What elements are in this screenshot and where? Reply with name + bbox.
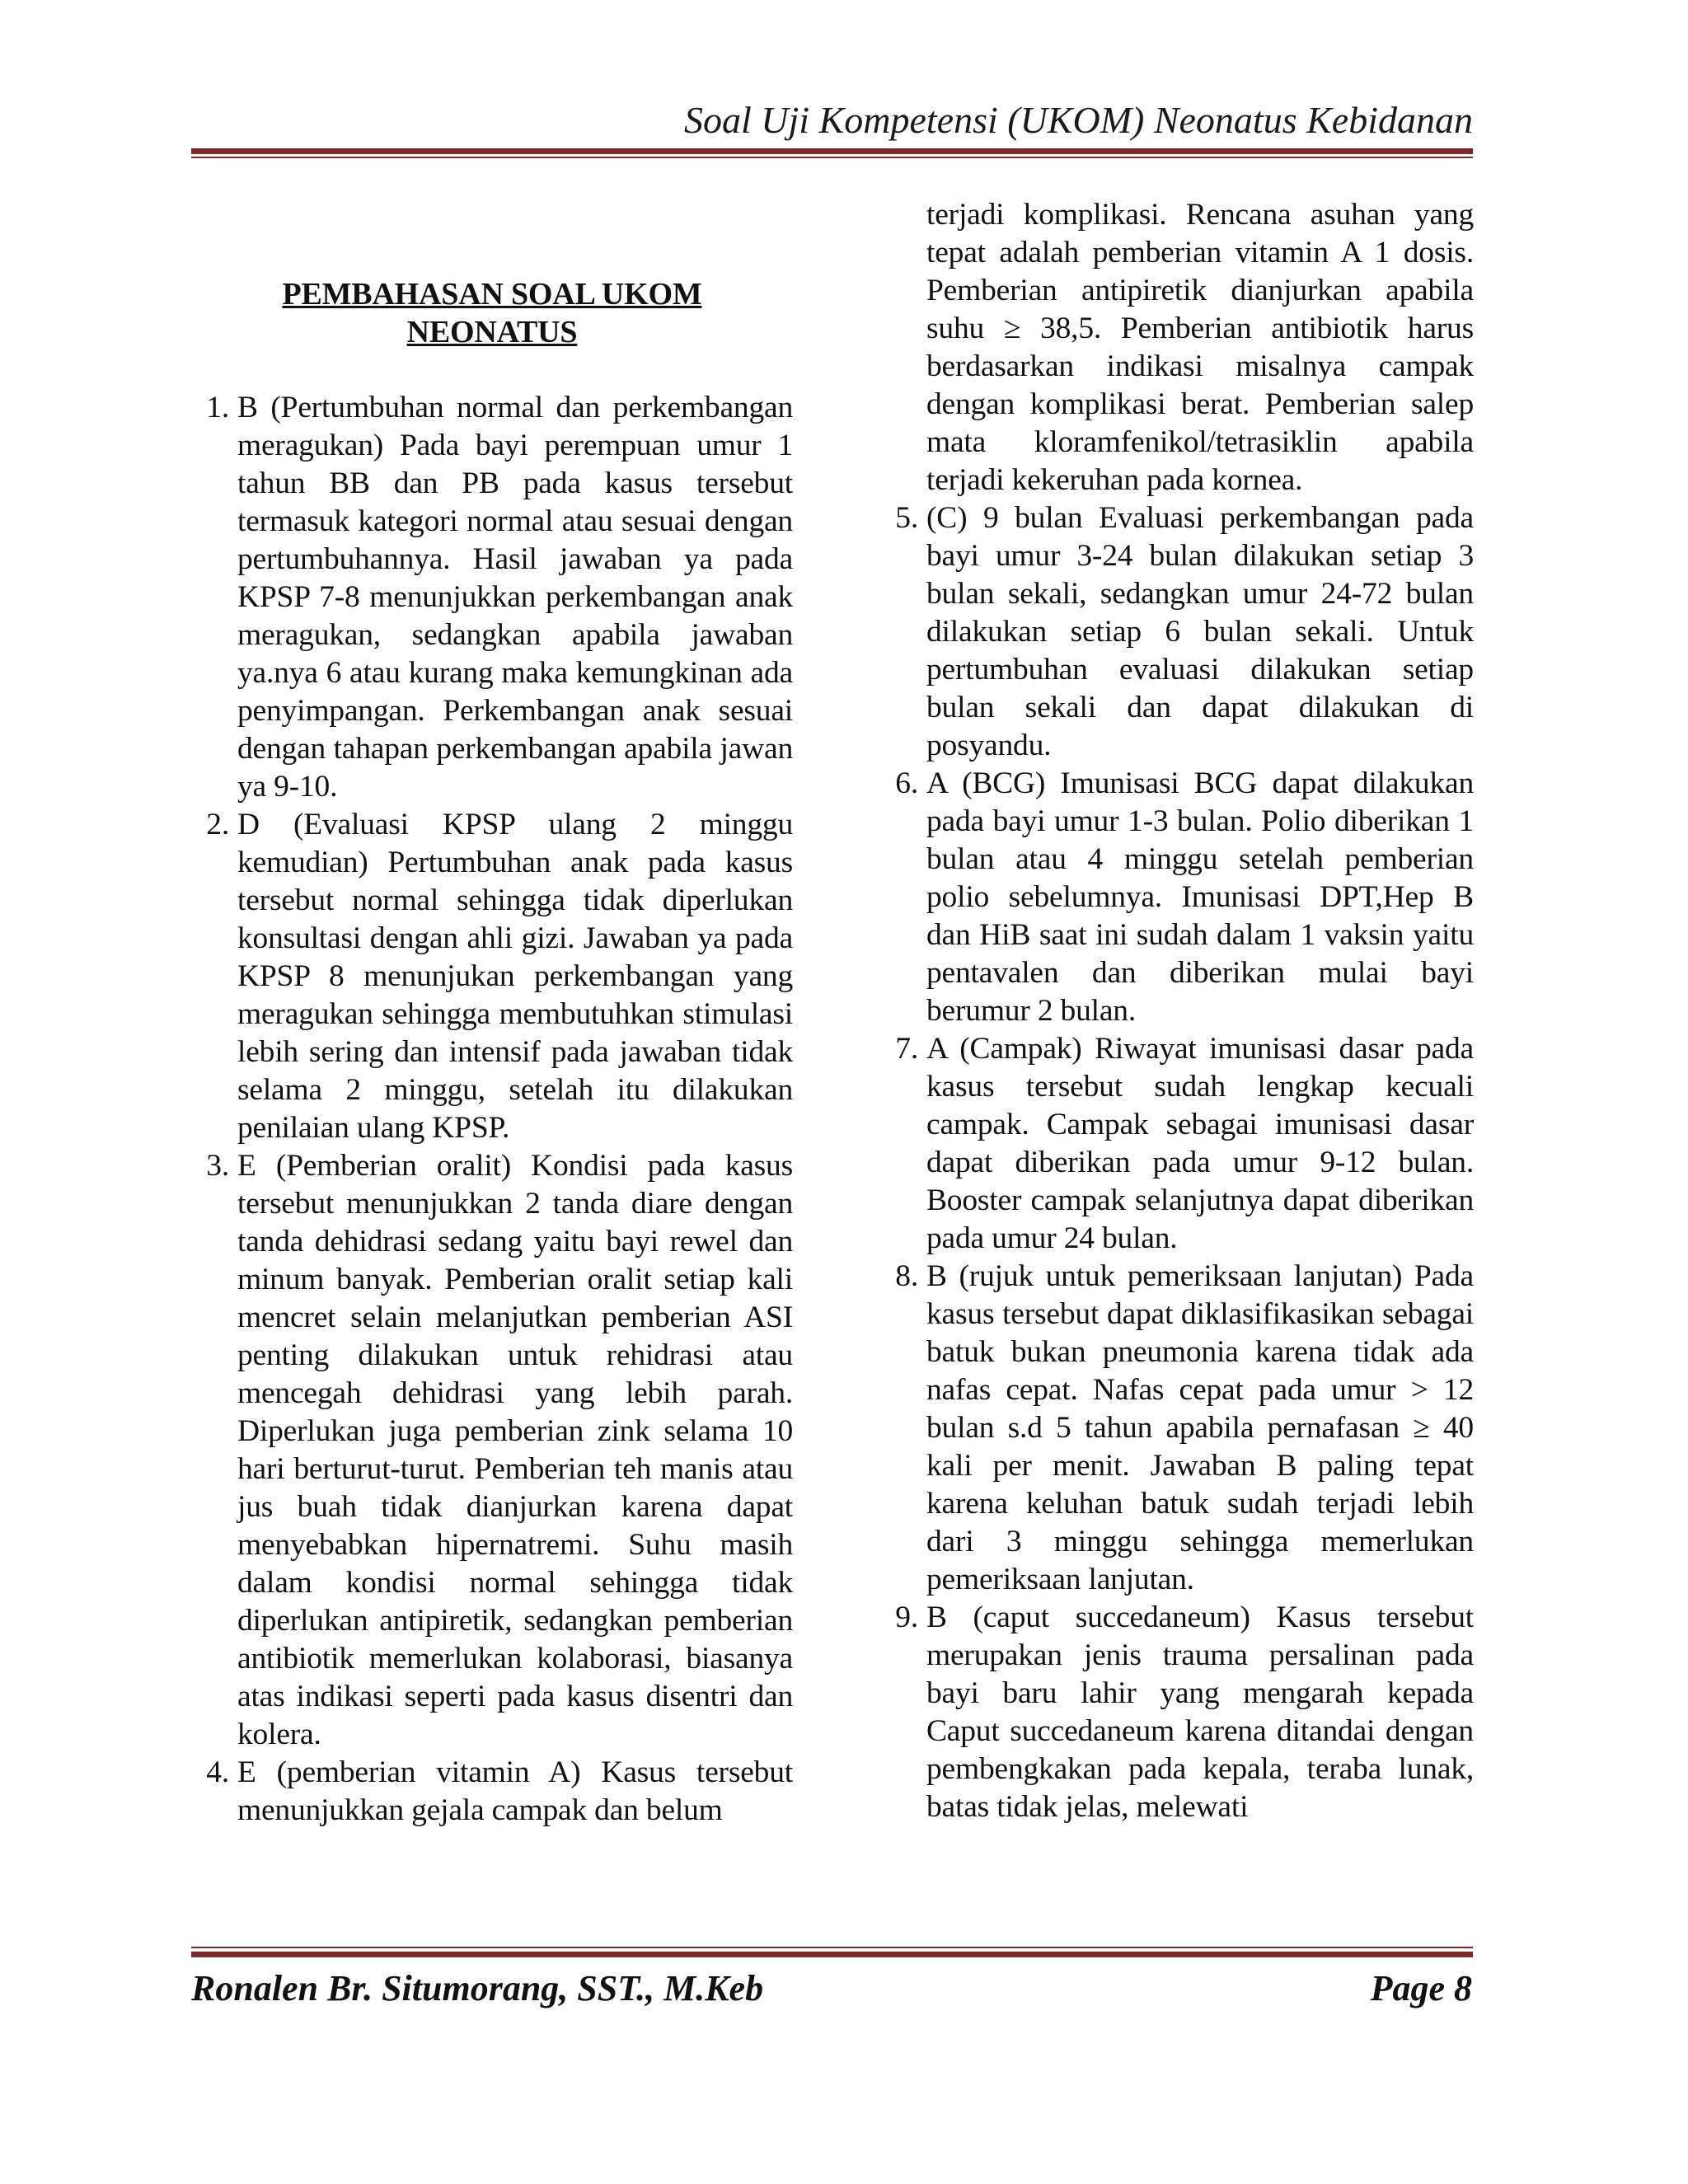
answer-text: (C) 9 bulan Evaluasi perkembangan pada bayi umur 3-24 bulan dilakukan setiap 3 bulan sekali, sedangkan umur 24-72 bulan dilakukan setiap 6 bulan sekali. Untuk pertumbuhan evaluasi dilakukan setiap bulan sekali dan dapat dilakukan di posyandu.	[926, 501, 1474, 762]
answer-number: 5.	[895, 501, 918, 535]
answer-text: D (Evaluasi KPSP ulang 2 minggu kemudian) Pertumbuhan anak pada kasus tersebut normal sehingga tidak diperlukan konsultasi dengan ahli gizi. Jawaban ya pada KPSP 8 menunjukan perkembangan yang meragukan sehingga membutuhkan stimulasi lebih sering dan intensif pada jawaban tidak selama 2 minggu, setelah itu dilakukan penilaian ulang KPSP.	[237, 808, 793, 1145]
section-title-line1: PEMBAHASAN SOAL UKOM	[282, 277, 702, 312]
answer-item-9	[880, 1599, 1474, 1826]
footer-rule-thin	[191, 1947, 1473, 1948]
answer-number: 6.	[895, 766, 918, 800]
answer-number: 2.	[206, 808, 229, 841]
answer-item-4	[191, 1754, 793, 1830]
answer-text: A (BCG) Imunisasi BCG dapat dilakukan pada bayi umur 1-3 bulan. Polio diberikan 1 bulan atau 4 minggu setelah pemberian polio sebelumnya. Imunisasi DPT,Hep B dan HiB saat ini sudah dalam 1 vaksin yaitu pentavalen dan diberikan mulai bayi berumur 2 bulan.	[926, 766, 1474, 1028]
section-title	[191, 275, 793, 351]
answer-text: B (caput succedaneum) Kasus tersebut merupakan jenis trauma persalinan pada bayi baru lahir yang mengarah kepada Caput succedaneum karena ditandai dengan pembengkakan pada kepala, teraba lunak, batas tidak jelas, melewati	[926, 1601, 1474, 1824]
answer-number: 4.	[206, 1755, 229, 1789]
answer-number: 7.	[895, 1032, 918, 1066]
answer-list-right	[880, 499, 1474, 1826]
answer-list-left	[191, 389, 793, 1830]
answer-4-continued: terjadi komplikasi. Rencana asuhan yang tepat adalah pemberian vitamin A 1 dosis. Pemberian antipiretik dianjurkan apabila suhu ≥ 38,5. Pemberian antibiotik harus berdasarkan indikasi misalnya campak dengan komplikasi berat. Pemberian salep mata kloramfenikol/tetrasiklin apabila terjadi kekeruhan pada kornea.	[926, 198, 1474, 497]
section-title-line2: NEONATUS	[406, 315, 578, 349]
answer-number: 8.	[895, 1259, 918, 1293]
answer-number: 3.	[206, 1149, 229, 1183]
answer-item-3	[191, 1147, 793, 1754]
answer-text: E (pemberian vitamin A) Kasus tersebut menunjukkan gejala campak dan belum	[237, 1755, 793, 1827]
answer-item-8	[880, 1258, 1474, 1599]
header-rule-thin	[191, 157, 1473, 158]
right-column	[880, 196, 1474, 1826]
answer-number: 1.	[206, 391, 229, 424]
answer-item-7	[880, 1030, 1474, 1258]
answer-item-5	[880, 499, 1474, 765]
answer-item-1	[191, 389, 793, 806]
answer-number: 9.	[895, 1601, 918, 1634]
answer-text: B (rujuk untuk pemeriksaan lanjutan) Pada kasus tersebut dapat diklasifikasikan sebagai batuk bukan pneumonia karena tidak ada nafas cepat. Nafas cepat pada umur > 12 bulan s.d 5 tahun apabila pernafasan ≥ 40 kali per menit. Jawaban B paling tepat karena keluhan batuk sudah terjadi lebih dari 3 minggu sehingga memerlukan pemeriksaan lanjutan.	[926, 1259, 1474, 1596]
answer-item-2	[191, 806, 793, 1147]
footer-author: Ronalen Br. Situmorang, SST., M.Keb	[191, 1968, 764, 2008]
footer-rule-thick	[191, 1952, 1473, 1957]
header-rule-thick	[191, 148, 1473, 154]
answer-text: A (Campak) Riwayat imunisasi dasar pada kasus tersebut sudah lengkap kecuali campak. Campak sebagai imunisasi dasar dapat diberikan pada umur 9-12 bulan. Booster campak selanjutnya dapat diberikan pada umur 24 bulan.	[926, 1032, 1474, 1255]
footer-page-number: Page 8	[1370, 1968, 1472, 2008]
answer-item-6	[880, 765, 1474, 1030]
answer-text: E (Pemberian oralit) Kondisi pada kasus tersebut menunjukkan 2 tanda diare dengan tanda dehidrasi sedang yaitu bayi rewel dan minum banyak. Pemberian oralit setiap kali mencret selain melanjutkan pemberian ASI penting dilakukan untuk rehidrasi atau mencegah dehidrasi yang lebih parah. Diperlukan juga pemberian zink selama 10 hari berturut-turut. Pemberian teh manis atau jus buah tidak dianjurkan karena dapat menyebabkan hipernatremi. Suhu masih dalam kondisi normal sehingga tidak diperlukan antipiretik, sedangkan pemberian antibiotik memerlukan kolaborasi, biasanya atas indikasi seperti pada kasus disentri dan kolera.	[237, 1149, 793, 1751]
page-header-title: Soal Uji Kompetensi (UKOM) Neonatus Kebidanan	[684, 99, 1473, 141]
answer-text: B (Pertumbuhan normal dan perkembangan meragukan) Pada bayi perempuan umur 1 tahun BB dan PB pada kasus tersebut termasuk kategori normal atau sesuai dengan pertumbuhannya. Hasil jawaban ya pada KPSP 7-8 menunjukkan perkembangan anak meragukan, sedangkan apabila jawaban ya.nya 6 atau kurang maka kemungkinan ada penyimpangan. Perkembangan anak sesuai dengan tahapan perkembangan apabila jawan ya 9-10.	[237, 391, 793, 804]
left-column	[191, 196, 793, 1830]
